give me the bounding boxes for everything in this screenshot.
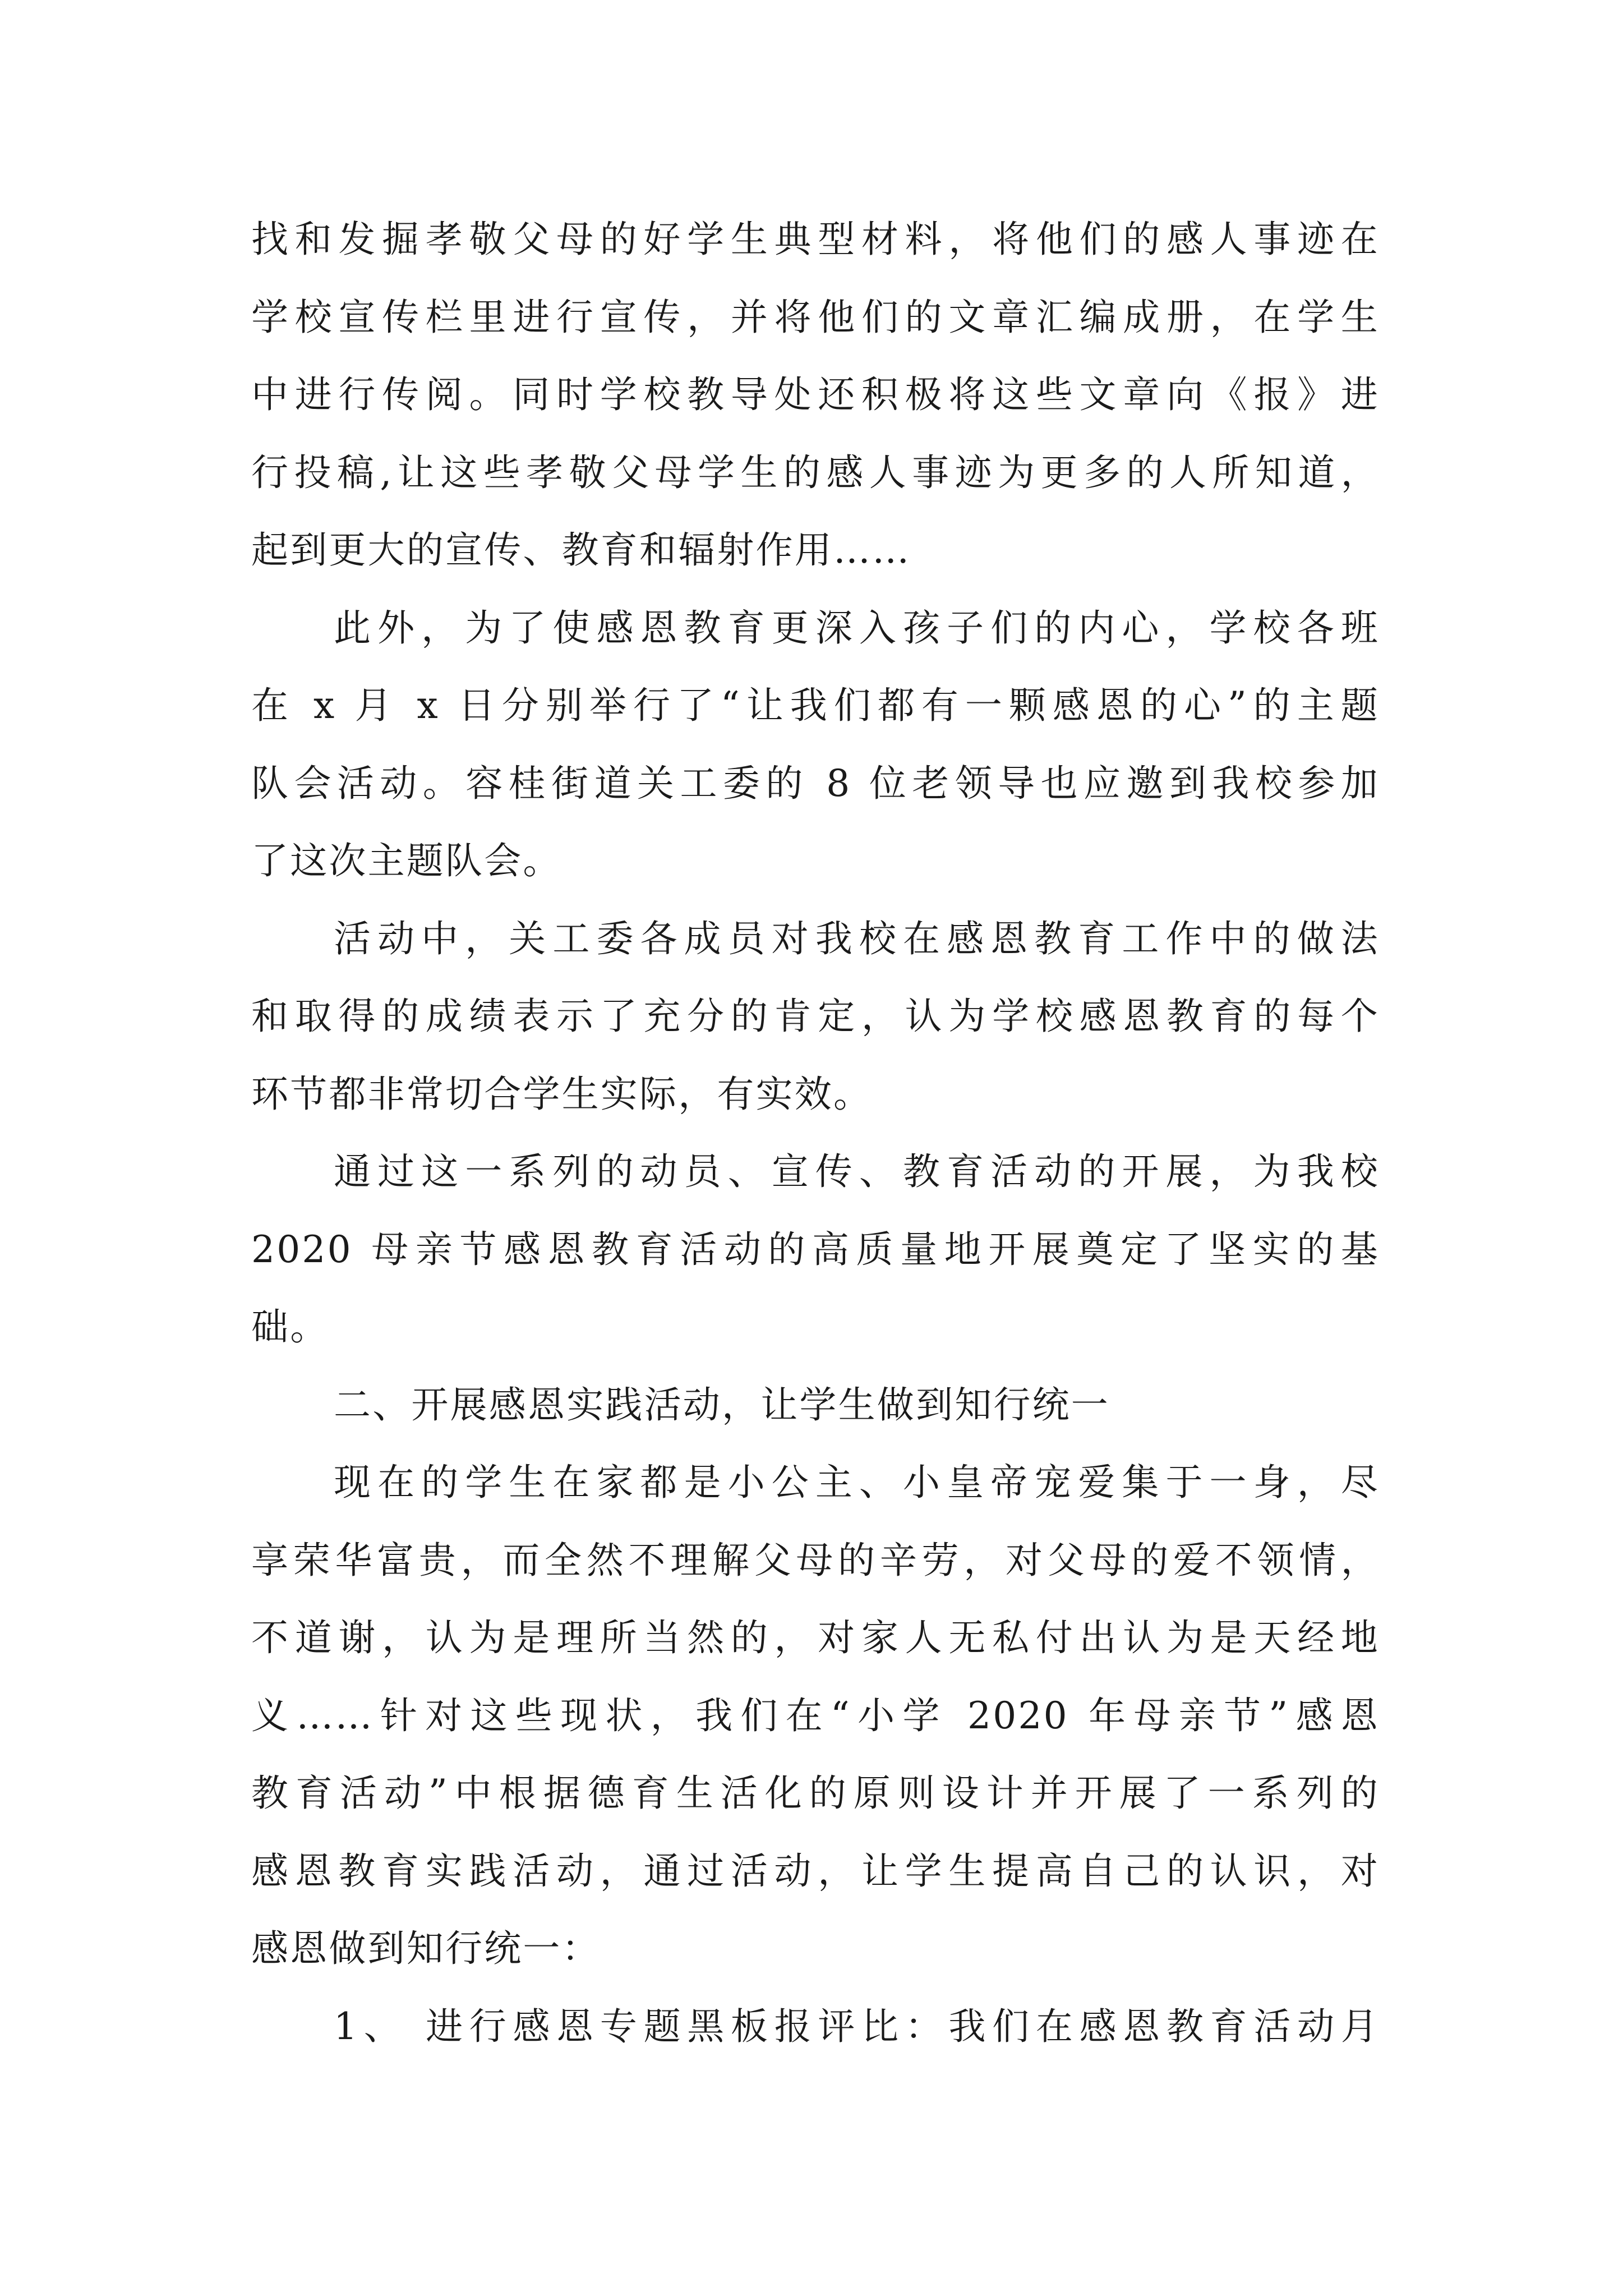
text-line: 义……针对这些现状，我们在“小学 2020 年母亲节”感恩	[251, 1694, 1380, 1737]
text-line: 享荣华富贵，而全然不理解父母的辛劳，对父母的爱不领情，	[251, 1538, 1380, 1582]
document-body	[251, 201, 1380, 2065]
text-line: 行投稿,让这些孝敬父母学生的感人事迹为更多的人所知道，	[251, 450, 1380, 494]
text-line: 不道谢，认为是理所当然的，对家人无私付出认为是天经地	[251, 1616, 1380, 1659]
paragraph-first-line: 现在的学生在家都是小公主、小皇帝宠爱集于一身，尽	[334, 1461, 1380, 1504]
text-line: 感恩教育实践活动，通过活动，让学生提高自己的认识，对	[251, 1849, 1380, 1893]
text-line: 2020 母亲节感恩教育活动的高质量地开展奠定了坚实的基	[251, 1227, 1380, 1271]
list-item-first-line: 1、 进行感恩专题黑板报评比：我们在感恩教育活动月	[334, 2004, 1380, 2048]
text-line: 和取得的成绩表示了充分的肯定，认为学校感恩教育的每个	[251, 995, 1380, 1038]
text-line: 起到更大的宣传、教育和辐射作用……	[251, 528, 911, 572]
text-line: 础。	[251, 1305, 329, 1349]
text-line: 队会活动。容桂街道关工委的 8 位老领导也应邀到我校参加	[251, 761, 1380, 805]
text-line: 中进行传阅。同时学校教导处还积极将这些文章向《报》进	[251, 373, 1380, 416]
text-line: 感恩做到知行统一：	[251, 1927, 601, 1970]
text-line: 在 x 月 x 日分别举行了“让我们都有一颗感恩的心”的主题	[251, 684, 1380, 727]
paragraph-first-line: 通过这一系列的动员、宣传、教育活动的开展，为我校	[334, 1150, 1380, 1193]
paragraph-first-line: 此外，为了使感恩教育更深入孩子们的内心，学校各班	[334, 606, 1380, 650]
text-line: 找和发掘孝敬父母的好学生典型材料，将他们的感人事迹在	[251, 218, 1380, 261]
text-line: 教育活动”中根据德育生活化的原则设计并开展了一系列的	[251, 1772, 1380, 1815]
paragraph-first-line: 活动中，关工委各成员对我校在感恩教育工作中的做法	[334, 917, 1380, 960]
text-line: 学校宣传栏里进行宣传，并将他们的文章汇编成册，在学生	[251, 295, 1380, 339]
text-line: 了这次主题队会。	[251, 839, 562, 882]
section-heading: 二、开展感恩实践活动，让学生做到知行统一	[334, 1383, 1110, 1427]
text-line: 环节都非常切合学生实际，有实效。	[251, 1072, 873, 1116]
